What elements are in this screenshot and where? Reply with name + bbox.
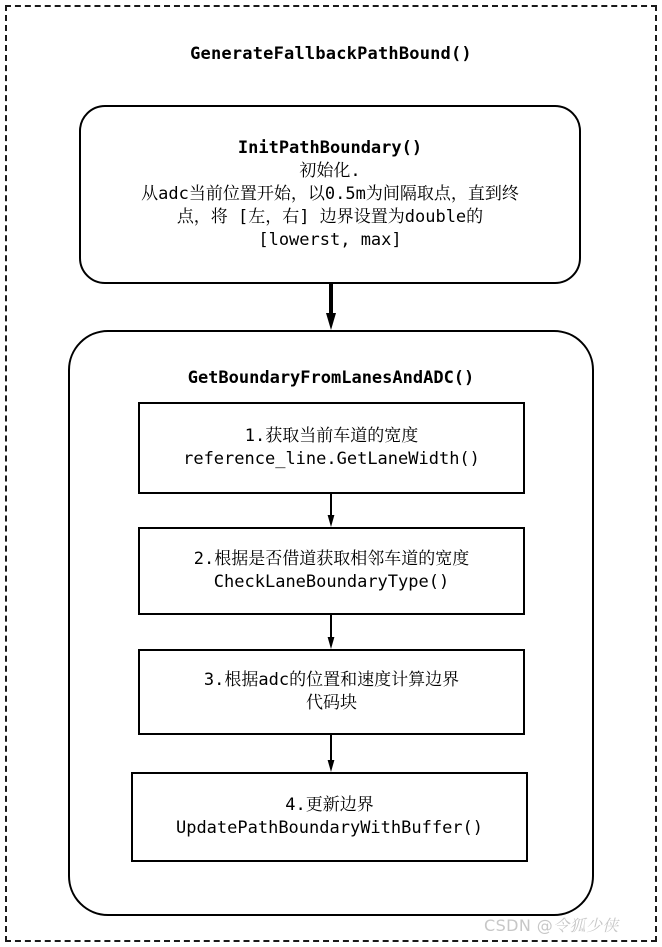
watermark-prefix: CSDN @	[484, 916, 554, 935]
connector-step2-to-step3-arrow-icon	[327, 615, 335, 649]
diagram-title: GenerateFallbackPathBound()	[190, 44, 472, 64]
node-init-line-2: 从adc当前位置开始，以0.5m为间隔取点，直到终	[141, 183, 519, 204]
step-4-line-2: UpdatePathBoundaryWithBuffer()	[175, 818, 484, 838]
step-2-line-1: 2.根据是否借道获取相邻车道的宽度	[193, 548, 470, 569]
step-2-line-2: CheckLaneBoundaryType()	[213, 572, 450, 592]
node-init-path-boundary-title: InitPathBoundary()	[237, 137, 423, 158]
node-init-line-3: 点，将 [左，右] 边界设置为double的	[176, 206, 484, 227]
step-box-3	[138, 649, 525, 735]
step-3-line-2: 代码块	[306, 693, 357, 713]
watermark-author: 令狐少侠	[553, 916, 619, 935]
step-1-line-1: 1.获取当前车道的宽度	[244, 425, 419, 446]
step-box-4	[131, 772, 528, 862]
step-1-line-2: reference_line.GetLaneWidth()	[183, 449, 480, 469]
step-box-1	[138, 402, 525, 494]
connector-step1-to-step2-arrow-icon	[327, 494, 335, 527]
node-get-boundary-group-title: GetBoundaryFromLanesAndADC()	[187, 368, 475, 388]
step-3-line-1: 3.根据adc的位置和速度计算边界	[203, 669, 460, 690]
node-init-line-4: [lowerst, max]	[258, 230, 402, 251]
step-box-2	[138, 527, 525, 615]
step-4-line-1: 4.更新边界	[285, 794, 374, 815]
node-init-path-boundary	[79, 105, 581, 284]
node-init-path-boundary-body	[141, 160, 519, 252]
connector-init-to-group-arrow-icon	[326, 284, 336, 330]
watermark	[484, 913, 619, 936]
node-init-line-1: 初始化.	[299, 160, 361, 181]
connector-step3-to-step4-arrow-icon	[327, 735, 335, 772]
